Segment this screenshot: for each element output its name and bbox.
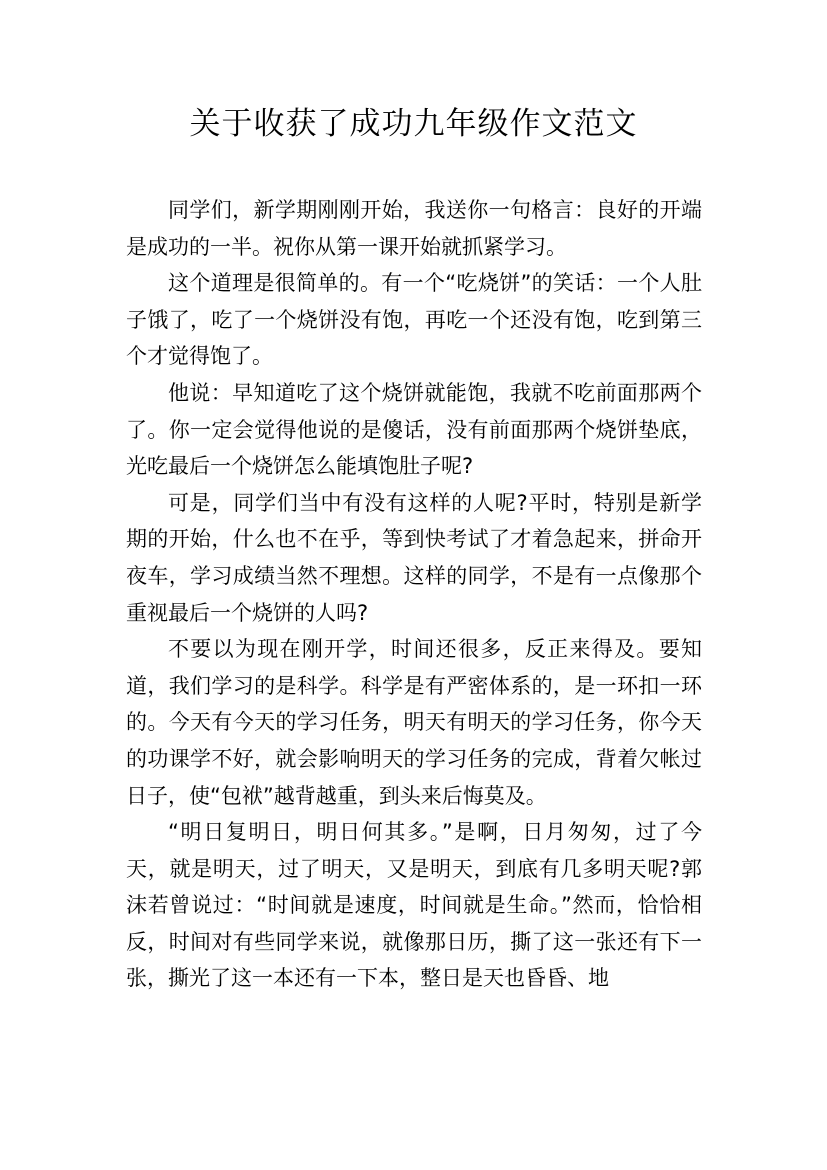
paragraph: 他说：早知道吃了这个烧饼就能饱，我就不吃前面那两个了。你一定会觉得他说的是傻话，没有前面那两个烧饼垫底，光吃最后一个烧饼怎么能填饱肚子呢? xyxy=(126,380,702,479)
paragraph: 这个道理是很简单的。有一个“吃烧饼”的笑话：一个人肚子饿了，吃了一个烧饼没有饱，再吃一个还没有饱，吃到第三个才觉得饱了。 xyxy=(126,271,702,369)
paragraph: 同学们，新学期刚刚开始，我送你一句格言：良好的开端是成功的一半。祝你从第一课开始就抓紧学习。 xyxy=(126,198,702,259)
paragraph: “明日复明日，明日何其多。”是啊，日月匆匆，过了今天，就是明天，过了明天，又是明天，到底有几多明天呢?郭沫若曾说过：“时间就是速度，时间就是生命。”然而，恰恰相反，时间对有些同学来说，就像那日历，撕了这一张还有下一张，撕光了这一本还有一下本，整日是天也昏昏、地 xyxy=(126,820,702,991)
document-title: 关于收获了成功九年级作文范文 xyxy=(189,106,638,142)
document-body xyxy=(126,192,702,997)
paragraph: 可是，同学们当中有没有这样的人呢?平时，特别是新学期的开始，什么也不在乎，等到快考试了才着急起来，拼命开夜车，学习成绩当然不理想。这样的同学，不是有一点像那个重视最后一个烧饼的人吗? xyxy=(126,490,702,625)
paragraph: 不要以为现在刚开学，时间还很多，反正来得及。要知道，我们学习的是科学。科学是有严密体系的，是一环扣一环的。今天有今天的学习任务，明天有明天的学习任务，你今天的功课学不好，就会影响明天的学习任务的完成，背着欠帐过日子，使“包袱”越背越重，到头来后悔莫及。 xyxy=(126,637,702,808)
